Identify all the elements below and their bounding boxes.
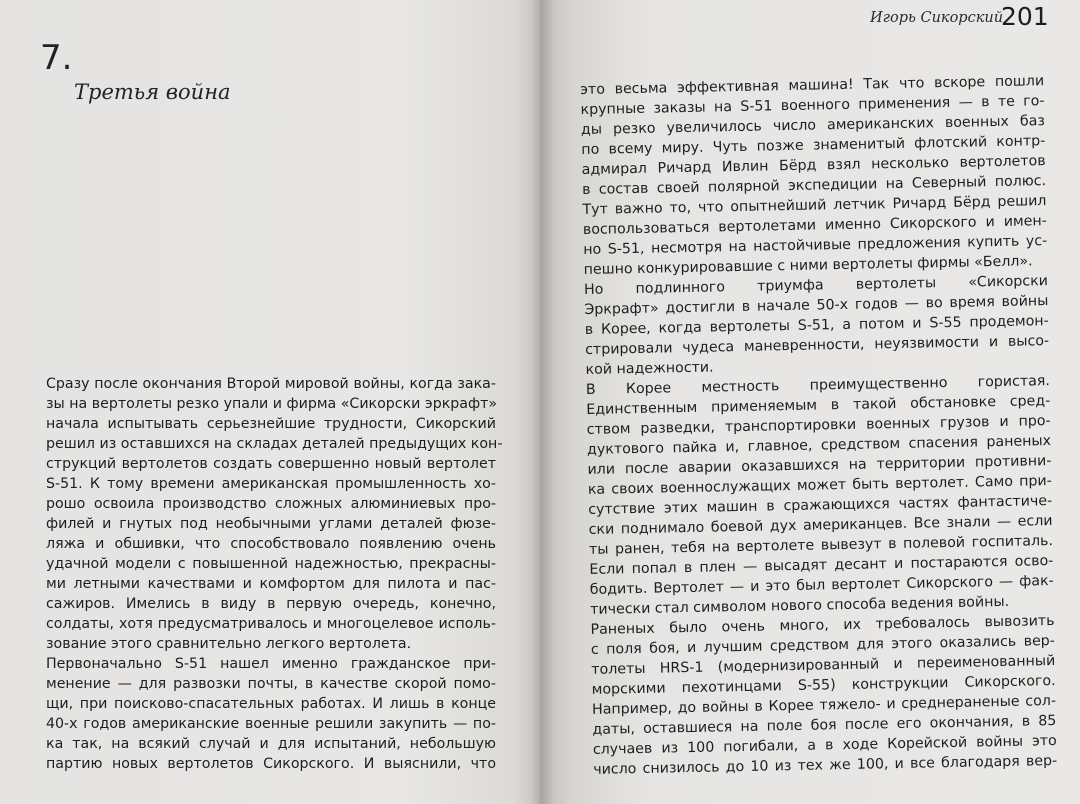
text-line: или после аварии оказавшихся на территории противни- — [587, 453, 1052, 478]
text-line: зование этого сравнительно легкого вертолета. — [46, 636, 412, 652]
text-line: филей и гнутых под необычными углами деталей фюзе- — [46, 516, 496, 532]
book-gutter — [530, 0, 554, 804]
text-line: но S-51, несмотря на настойчивые предложения купить ус- — [583, 233, 1048, 258]
text-line: случаев из 100 погибали, а в ходе Корейской войны это — [592, 732, 1057, 758]
running-head: Игорь Сикорский — [870, 10, 1004, 26]
text-line: начала испытывать серьезнейшие трудности, Сикорский — [46, 416, 496, 432]
text-line: Эркрафт» достигли в начале 50-х годов — во время войны — [584, 293, 1049, 318]
text-line: Раненых было очень много, их требовалось вывозить — [590, 612, 1055, 638]
text-line: зы на вертолеты резко упали и фирма «Сикорски эркрафт» — [46, 396, 498, 412]
text-line: ляжа и обшивки, что способствовало появлению очень — [46, 536, 496, 552]
text-line: это весьма эффективная машина! Так что вскоре пошли — [580, 73, 1045, 98]
text-line: ка своих военнослужащих может быть вертолет. Само при- — [587, 473, 1052, 498]
text-line: менение — для развозки почты, в качестве скорой помо- — [46, 676, 496, 692]
text-line: струкций вертолетов создать совершенно новый вертолет — [46, 456, 496, 472]
text-line: ды резко увеличилось число американских военных баз — [580, 113, 1046, 138]
text-line: ски поднимало боевой дух американцев. Все знали — если — [588, 513, 1053, 538]
text-line: Если попал в плен — высадят десант и постараются осво- — [589, 553, 1054, 578]
text-line: число снизилось до 10 из тех же 100, и все благодаря вер- — [593, 752, 1058, 778]
page-number: 201 — [1001, 2, 1049, 31]
text-line: дуктового пайка и, главное, средством спасения раненых — [586, 433, 1052, 458]
text-line: Но подлинного триумфа вертолеты «Сикорски — [583, 273, 1049, 298]
text-line: сутствие этих машин в сражающихся частях фантастиче- — [588, 493, 1053, 518]
text-line: морскими пехотинцами S-55) конструкции Сикорского. — [591, 672, 1056, 698]
text-line: ка так, на всякий случай и для испытаний, небольшую — [46, 736, 496, 752]
text-line: решил из оставшихся на складах деталей предыдущих кон- — [46, 436, 503, 452]
text-line: ми летными качествами и комфортом для пилота и пас- — [46, 576, 496, 592]
text-line: Единственным применяемым в такой обстановке сред- — [586, 393, 1051, 418]
text-line: S-51. К тому времени американская промышленность хо- — [46, 476, 496, 492]
text-line: щи, при поисково-спасательных работах. И лишь в конце — [46, 696, 496, 712]
text-line: пешно конкурировавшие с ними вертолеты фирмы «Белл». — [583, 253, 1033, 278]
left-page-body — [46, 374, 503, 774]
text-line: по всему миру. Чуть позже знаменитый флотский контр- — [581, 133, 1046, 158]
text-line: партию новых вертолетов Сикорского. И выяснили, что — [46, 756, 496, 772]
right-page — [540, 0, 1080, 804]
text-line: сажиров. Имелись в виду в первую очередь, конечно, — [46, 596, 496, 612]
text-line: крупные заказы на S-51 военного применения — в те го- — [580, 93, 1045, 118]
text-line: В Корее местность преимущественно гористая. — [585, 373, 1051, 398]
right-page-body — [580, 71, 1057, 780]
text-line: в Корее, когда вертолеты S-51, а потом и S-55 продемон- — [584, 313, 1049, 338]
text-line: Сразу после окончания Второй мировой войны, когда зака- — [46, 376, 496, 392]
text-line: удачной модели с повышенной надежностью, прекрасны- — [46, 556, 496, 572]
chapter-number: 7. — [40, 38, 73, 78]
text-line: бодить. Вертолет — и это был вертолет Сикорского — фак- — [589, 572, 1054, 598]
text-line: даты, оставшиеся на поле боя после его окончания, в 85 — [592, 712, 1057, 738]
text-line: солдаты, хотя предусматривалось и многоцелевое исполь- — [46, 616, 496, 632]
text-line: стрировали чудеса маневренности, неуязвимости и высо- — [585, 333, 1050, 358]
text-line: рошо освоила производство сложных алюминиевых про- — [46, 496, 496, 512]
text-line: тически стал символом нового способа ведения войны. — [590, 593, 1010, 618]
text-line: 40-х годов американские военные решили закупить — по- — [46, 716, 496, 732]
text-line: кой надежности. — [585, 359, 714, 378]
text-line: воспользоваться вертолетами именно Сикорского и имен- — [582, 213, 1047, 238]
text-line: толеты HRS-1 (модернизированный и переименованный — [591, 652, 1056, 678]
text-line: в состав своей полярной экспедиции на Северный полюс. — [581, 173, 1047, 198]
text-line: Первоначально S-51 нашел именно гражданское при- — [46, 656, 496, 672]
chapter-title: Третья война — [74, 80, 231, 104]
text-line: ством разведки, транспортировки военных грузов и про- — [586, 413, 1051, 438]
text-line: Тут важно то, что опытнейший летчик Ричард Бёрд решил — [582, 193, 1047, 218]
text-line: адмирал Ричард Ивлин Бёрд взял несколько вертолетов — [581, 153, 1046, 178]
text-line: с поля боя, и лучшим средством для этого оказались вер- — [590, 632, 1056, 658]
text-line: ты ранен, тебя на вертолете вывезут в полевой госпиталь. — [588, 533, 1054, 558]
text-line: Например, до войны в Корее тяжело- и среднераненые сол- — [591, 692, 1057, 718]
